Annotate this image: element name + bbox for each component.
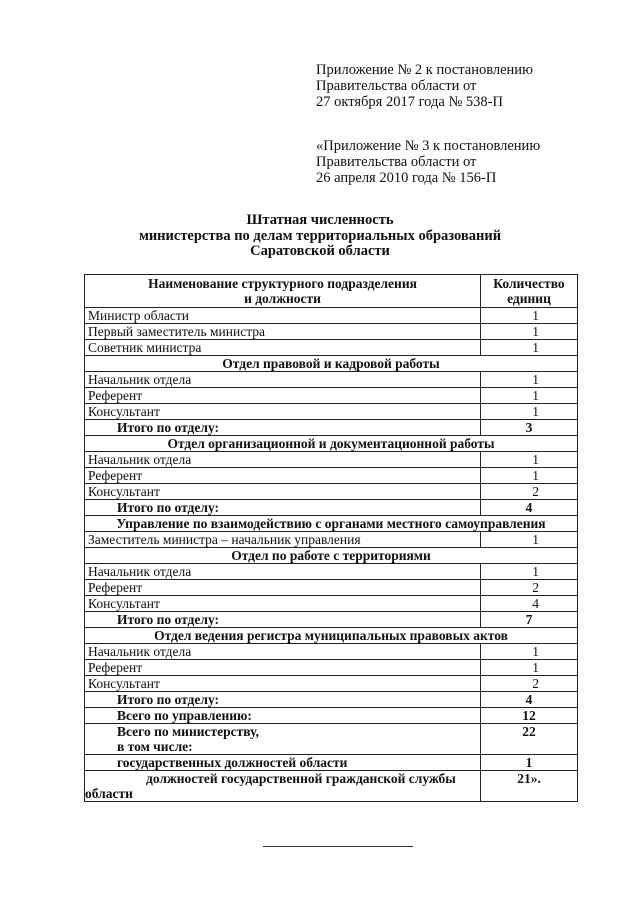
position-count: 1 xyxy=(481,660,578,676)
table-header-row xyxy=(85,275,578,308)
position-count: 1 xyxy=(481,468,578,484)
section-title: Отдел ведения регистра муниципальных правовых актов xyxy=(85,628,578,644)
header-name-line: Наименование структурного подразделения xyxy=(148,276,417,291)
table-row xyxy=(85,340,578,356)
position-count: 1 xyxy=(481,388,578,404)
section-title: Отдел по работе с территориями xyxy=(85,548,578,564)
subtotal-row xyxy=(85,500,578,516)
position-count: 1 xyxy=(481,308,578,324)
table-row xyxy=(85,308,578,324)
position-count: 2 xyxy=(481,676,578,692)
header-count-cell xyxy=(481,275,578,308)
footer-divider xyxy=(263,846,413,847)
annex-previous-line: Правительства области от xyxy=(316,154,477,170)
table-row xyxy=(85,676,578,692)
position-count: 1 xyxy=(481,404,578,420)
subtotal-row xyxy=(85,612,578,628)
header-name-line: и должности xyxy=(244,291,321,306)
annex-previous-line: 26 апреля 2010 года № 156-П xyxy=(316,170,497,186)
position-count: 1 xyxy=(481,564,578,580)
section-header-row xyxy=(85,356,578,372)
section-title: Отдел правовой и кадровой работы xyxy=(85,356,578,372)
table-row xyxy=(85,580,578,596)
subtotal-row xyxy=(85,755,578,771)
table-row xyxy=(85,644,578,660)
position-count: 1 xyxy=(481,644,578,660)
staff-table xyxy=(84,274,578,802)
position-count: 3 xyxy=(481,420,578,436)
title-line: Штатная численность xyxy=(246,212,394,228)
position-count: 2 xyxy=(481,580,578,596)
position-name: Министр области xyxy=(85,308,481,324)
subtotal-label: Итого по отделу: xyxy=(85,692,481,708)
header-name-cell xyxy=(85,275,481,308)
annex-current-line: 27 октября 2017 года № 538-П xyxy=(316,94,503,110)
position-name: Начальник отдела xyxy=(85,644,481,660)
annex-previous-line: «Приложение № 3 к постановлению xyxy=(316,138,541,154)
position-name: Референт xyxy=(85,388,481,404)
position-name: Консультант xyxy=(85,676,481,692)
position-name: Консультант xyxy=(85,404,481,420)
header-count-line: единиц xyxy=(507,291,551,306)
table-row xyxy=(85,596,578,612)
position-name: Консультант xyxy=(85,596,481,612)
subtotal-label: Итого по отделу: xyxy=(85,612,481,628)
subtotal-label: Итого по отделу: xyxy=(85,420,481,436)
table-row xyxy=(85,660,578,676)
table-row xyxy=(85,484,578,500)
subtotal-label-line: должностей государственной гражданской службы xyxy=(146,771,456,786)
subtotal-label-line: области xyxy=(85,786,133,801)
position-name: Советник министра xyxy=(85,340,481,356)
position-count: 21». xyxy=(481,771,578,802)
title-line: министерства по делам территориальных образований xyxy=(138,227,502,244)
position-name: Референт xyxy=(85,580,481,596)
table-row xyxy=(85,372,578,388)
position-name: Начальник отдела xyxy=(85,372,481,388)
table-row xyxy=(85,452,578,468)
position-count: 1 xyxy=(481,372,578,388)
annex-current-line: Приложение № 2 к постановлению xyxy=(316,62,533,78)
table-row xyxy=(85,468,578,484)
subtotal-row xyxy=(85,771,578,802)
position-name: Начальник отдела xyxy=(85,452,481,468)
table-row xyxy=(85,564,578,580)
subtotal-label-line: Всего по министерству, xyxy=(117,724,259,739)
annex-current-note xyxy=(316,62,616,110)
table-row xyxy=(85,388,578,404)
position-count: 1 xyxy=(481,324,578,340)
position-count: 4 xyxy=(481,596,578,612)
position-count: 4 xyxy=(481,500,578,516)
position-count: 2 xyxy=(481,484,578,500)
section-title: Управление по взаимодействию с органами местного самоуправления xyxy=(85,516,578,532)
position-name: Начальник отдела xyxy=(85,564,481,580)
position-name: Заместитель министра – начальник управления xyxy=(85,532,481,548)
position-name: Консультант xyxy=(85,484,481,500)
section-header-row xyxy=(85,548,578,564)
subtotal-row xyxy=(85,708,578,724)
position-name: Референт xyxy=(85,660,481,676)
position-count: 7 xyxy=(481,612,578,628)
table-row xyxy=(85,404,578,420)
subtotal-row xyxy=(85,692,578,708)
subtotal-label xyxy=(85,724,481,755)
subtotal-label: Всего по управлению: xyxy=(85,708,481,724)
position-count: 1 xyxy=(481,755,578,771)
table-body xyxy=(85,308,578,802)
position-name: Референт xyxy=(85,468,481,484)
position-count: 12 xyxy=(481,708,578,724)
subtotal-label-line: в том числе: xyxy=(117,739,193,754)
position-count: 1 xyxy=(481,452,578,468)
position-name: Первый заместитель министра xyxy=(85,324,481,340)
document-title xyxy=(0,213,640,260)
subtotal-row xyxy=(85,724,578,755)
position-count: 4 xyxy=(481,692,578,708)
position-count: 22 xyxy=(481,724,578,755)
section-header-row xyxy=(85,516,578,532)
subtotal-label: государственных должностей области xyxy=(85,755,481,771)
header-count-line: Количество xyxy=(493,276,565,291)
table-row xyxy=(85,324,578,340)
section-title: Отдел организационной и документационной работы xyxy=(85,436,578,452)
position-count: 1 xyxy=(481,532,578,548)
annex-previous-note xyxy=(316,138,616,186)
section-header-row xyxy=(85,628,578,644)
position-count: 1 xyxy=(481,340,578,356)
table-row xyxy=(85,532,578,548)
section-header-row xyxy=(85,436,578,452)
title-line: Саратовской области xyxy=(250,243,390,259)
subtotal-label: Итого по отделу: xyxy=(85,500,481,516)
annex-current-line: Правительства области от xyxy=(316,78,477,94)
subtotal-row xyxy=(85,420,578,436)
subtotal-label xyxy=(85,771,481,802)
